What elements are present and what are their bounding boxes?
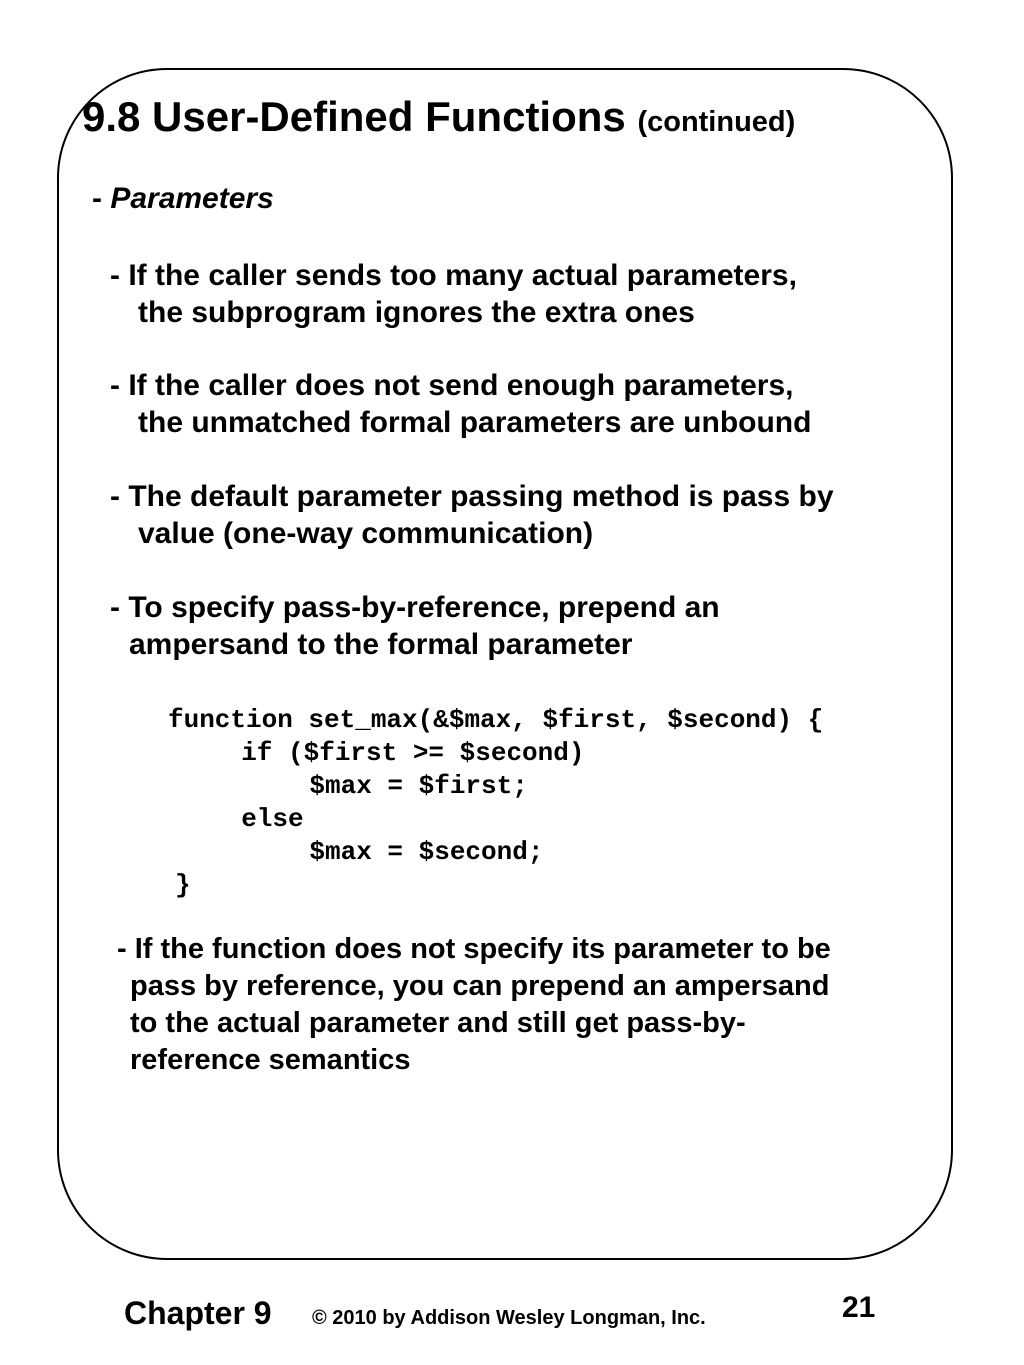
bullet-line: - To specify pass-by-reference, prepend an [110, 591, 720, 624]
footer-copyright: © 2010 by Addison Wesley Longman, Inc. [312, 1307, 706, 1329]
bullet-default-passing [110, 478, 834, 552]
bullet-actual-param-ampersand [117, 931, 831, 1079]
section-heading-dash: - [92, 182, 111, 215]
bullet-line: pass by reference, you can prepend an ampersand [130, 970, 830, 1002]
bullet-line: reference semantics [130, 1044, 411, 1076]
bullet-line: - The default parameter passing method is pass by [110, 480, 834, 513]
bullet-line: ampersand to the formal parameter [129, 628, 633, 661]
code-line: } [175, 870, 191, 900]
bullet-line: value (one-way communication) [138, 517, 594, 550]
bullet-line: the subprogram ignores the extra ones [138, 296, 695, 329]
bullet-line: - If the caller sends too many actual parameters, [110, 259, 797, 292]
section-heading-text: Parameters [110, 182, 274, 215]
bullet-line: the unmatched formal parameters are unbound [138, 406, 812, 439]
footer-chapter: Chapter 9 [124, 1295, 272, 1331]
code-line: if ($first >= $second) [210, 738, 585, 768]
slide-frame [57, 68, 953, 1260]
title-suffix: (continued) [637, 106, 796, 138]
section-heading [92, 184, 274, 214]
title-text: 9.8 User-Defined Functions [82, 93, 626, 140]
code-example [168, 704, 823, 902]
code-line: else [210, 804, 304, 834]
page-number: 21 [842, 1291, 876, 1324]
bullet-not-enough-params [110, 367, 811, 441]
code-line: $max = $second; [247, 837, 544, 867]
code-line: function set_max(&$max, $first, $second) { [168, 705, 824, 735]
bullet-line: - If the caller does not send enough parameters, [110, 369, 794, 402]
bullet-line: to the actual parameter and still get pass-by- [130, 1007, 746, 1039]
slide-title [82, 93, 796, 140]
bullet-pass-by-reference [110, 589, 720, 663]
bullet-line: - If the function does not specify its parameter to be [117, 933, 831, 965]
code-line: $max = $first; [247, 771, 528, 801]
bullet-too-many-params [110, 257, 797, 331]
